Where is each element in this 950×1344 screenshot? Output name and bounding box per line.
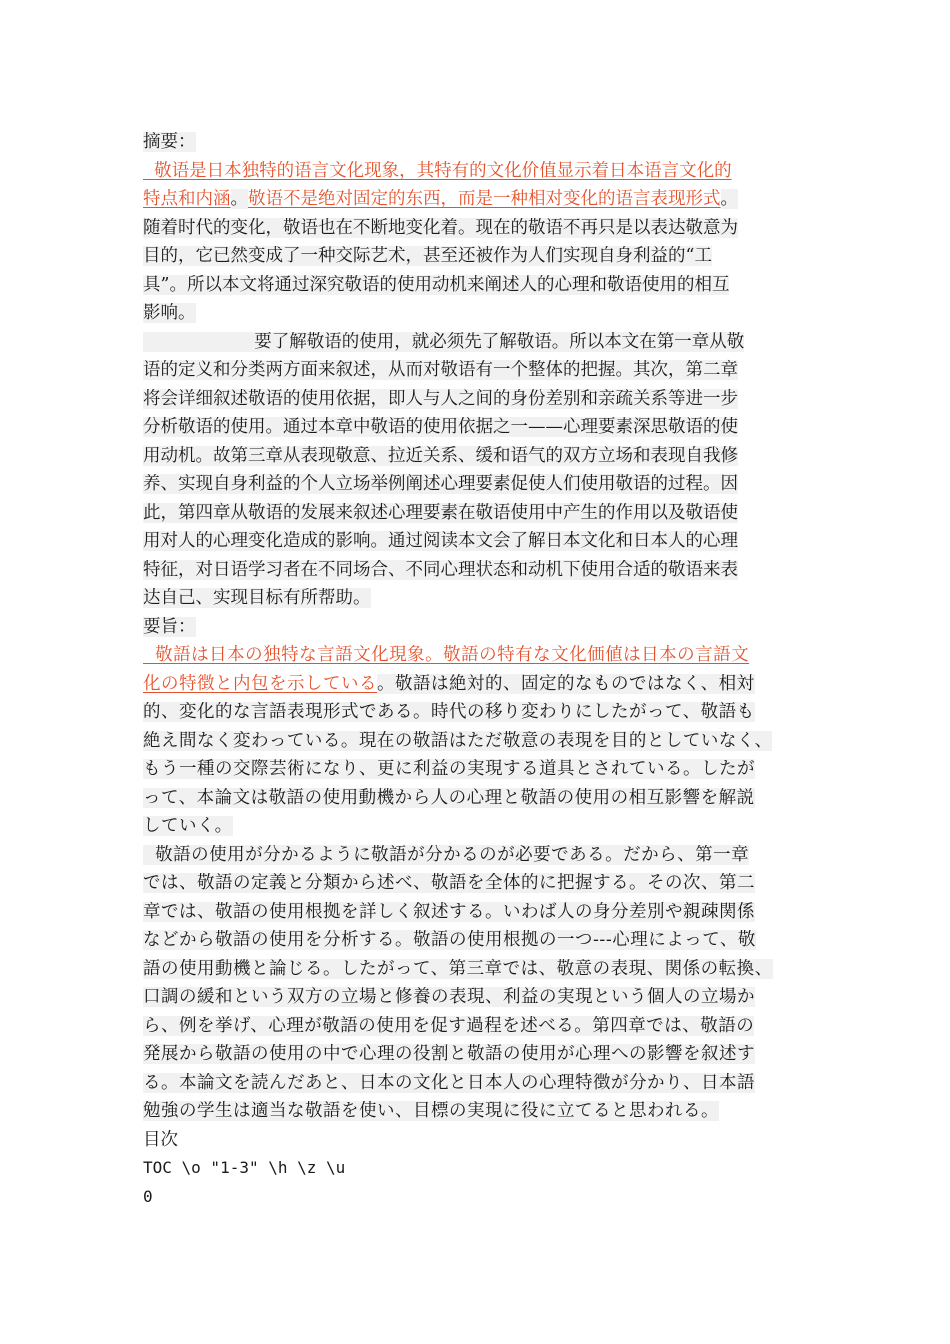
text-line: 章では、敬語の使用根拠を詳しく叙述する。いわば人の身分差別や親疎関係 [143, 901, 755, 922]
text-line: していく。 [143, 816, 233, 836]
highlighted-text: 敬语不是绝对固定的东西，而是一种相对变化的语言表现形式 [248, 189, 721, 209]
text-line: もう一種の交際芸術になり、更に利益の実現する道具とされている。したが [143, 759, 755, 779]
text-line: 要了解敬语的使用，就必须先了解敬语。所以本文在第一章从敬 [143, 331, 745, 352]
zh-abstract-paragraph-1 [143, 214, 823, 328]
text-line: 絶え間なく変わっている。現在の敬語はただ敬意の表現を目的としていなく、 [143, 730, 773, 751]
toc-page-number: 0 [143, 1186, 153, 1206]
text-line: 此，第四章从敬语的发展来叙述心理要素在敬语使用中产生的作用以及敬语使 [143, 502, 738, 523]
text-line: 目的，它已然变成了一种交际艺术，甚至还被作为人们实现自身利益的“工 [143, 246, 712, 266]
zh-abstract-line: 特点和内涵。敬语不是绝对固定的东西，而是一种相对变化的语言表现形式。 [143, 189, 738, 209]
text-line: 口調の緩和という双方の立場と修養の表現、利益の実現という個人の立場か [143, 987, 755, 1007]
text-line: ら、例を挙げ、心理が敬語の使用を促す過程を述べる。第四章では、敬語の [143, 1015, 755, 1036]
text-line: 発展から敬語の使用の中で心理の役割と敬語の使用が心理への影響を叙述す [143, 1044, 755, 1064]
toc-field-code: TOC \o "1-3" \h \z \u [143, 1158, 346, 1177]
text-line: などから敬語の使用を分析する。敬語の使用根拠の一つ---心理によって、敬 [143, 930, 756, 950]
text-line: 的、変化的な言語表現形式である。時代の移り変わりにしたがって、敬語も [143, 702, 755, 722]
zh-abstract-paragraph-2 [143, 328, 823, 613]
text-line: 随着时代的变化，敬语也在不断地变化着。现在的敬语不再只是以表达敬意为 [143, 217, 738, 238]
text-line: 影响。 [143, 303, 196, 323]
text-line: 敬語の使用が分かるように敬語が分かるのが必要である。だから、第一章 [143, 844, 750, 865]
text-line: 特征，对日语学习者在不同场合、不同心理状态和动机下使用合适的敬语来表 [143, 559, 738, 580]
text-line: 分析敬语的使用。通过本章中敬语的使用依据之一——心理要素深思敬语的使 [143, 417, 738, 437]
text-line: 语的定义和分类两方面来叙述，从而对敬语有一个整体的把握。其次，第二章 [143, 360, 738, 380]
text-line: 养、实现自身利益的个人立场举例阐述心理要素促使人们使用敬语的过程。因 [143, 474, 738, 494]
highlighted-text: 特点和内涵 [143, 189, 231, 209]
highlighted-text: 化の特徴と内包を示している [143, 673, 377, 694]
jp-abstract-paragraph-2 [143, 841, 823, 1126]
toc-heading: 目次 [143, 1129, 178, 1150]
jp-abstract-line: 化の特徴と内包を示している。敬語は絶対的、固定的なものではなく、相対 [143, 673, 755, 694]
text-line: る。本論文を読んだあと、日本の文化と日本人の心理特徴が分かり、日本語 [143, 1072, 755, 1093]
zh-abstract-line [143, 157, 823, 186]
text-line: 語の使用動機と論じる。したがって、第三章では、敬意の表現、関係の転換、 [143, 958, 773, 979]
text-line: 达自己、实现目标有所帮助。 [143, 588, 371, 608]
jp-abstract-line [143, 641, 823, 670]
highlighted-text: 敬语是日本独特的语言文化现象，其特有的文化价值显示着日本语言文化的 [143, 160, 732, 181]
abstract-heading-zh: 摘要： [143, 132, 196, 152]
text-line: 具”。所以本文将通过深究敬语的使用动机来阐述人的心理和敬语使用的相互 [143, 274, 730, 295]
text-line: って、本論文は敬語の使用動機から人の心理と敬語の使用の相互影響を解説 [143, 787, 755, 808]
text-line: 将会详细叙述敬语的使用依据，即人与人之间的身份差别和亲疏关系等进一步 [143, 388, 738, 409]
text-line: 用动机。故第三章从表现敬意、拉近关系、缓和语气的双方立场和表现自我修 [143, 445, 738, 466]
text-line: 勉強の学生は適当な敬語を使い、目標の実現に役に立てると思われる。 [143, 1101, 719, 1121]
jp-abstract-paragraph-1 [143, 698, 823, 841]
abstract-heading-jp: 要旨： [143, 616, 196, 637]
text-line: 用对人的心理变化造成的影响。通过阅读本文会了解日本文化和日本人的心理 [143, 531, 738, 551]
text-line: では、敬語の定義と分類から述べ、敬語を全体的に把握する。その次、第二 [143, 873, 755, 893]
document-body [143, 128, 823, 1211]
highlighted-text: 敬語は日本の独特な言語文化現象。敬語の特有な文化価値は日本の言語文 [143, 645, 750, 665]
